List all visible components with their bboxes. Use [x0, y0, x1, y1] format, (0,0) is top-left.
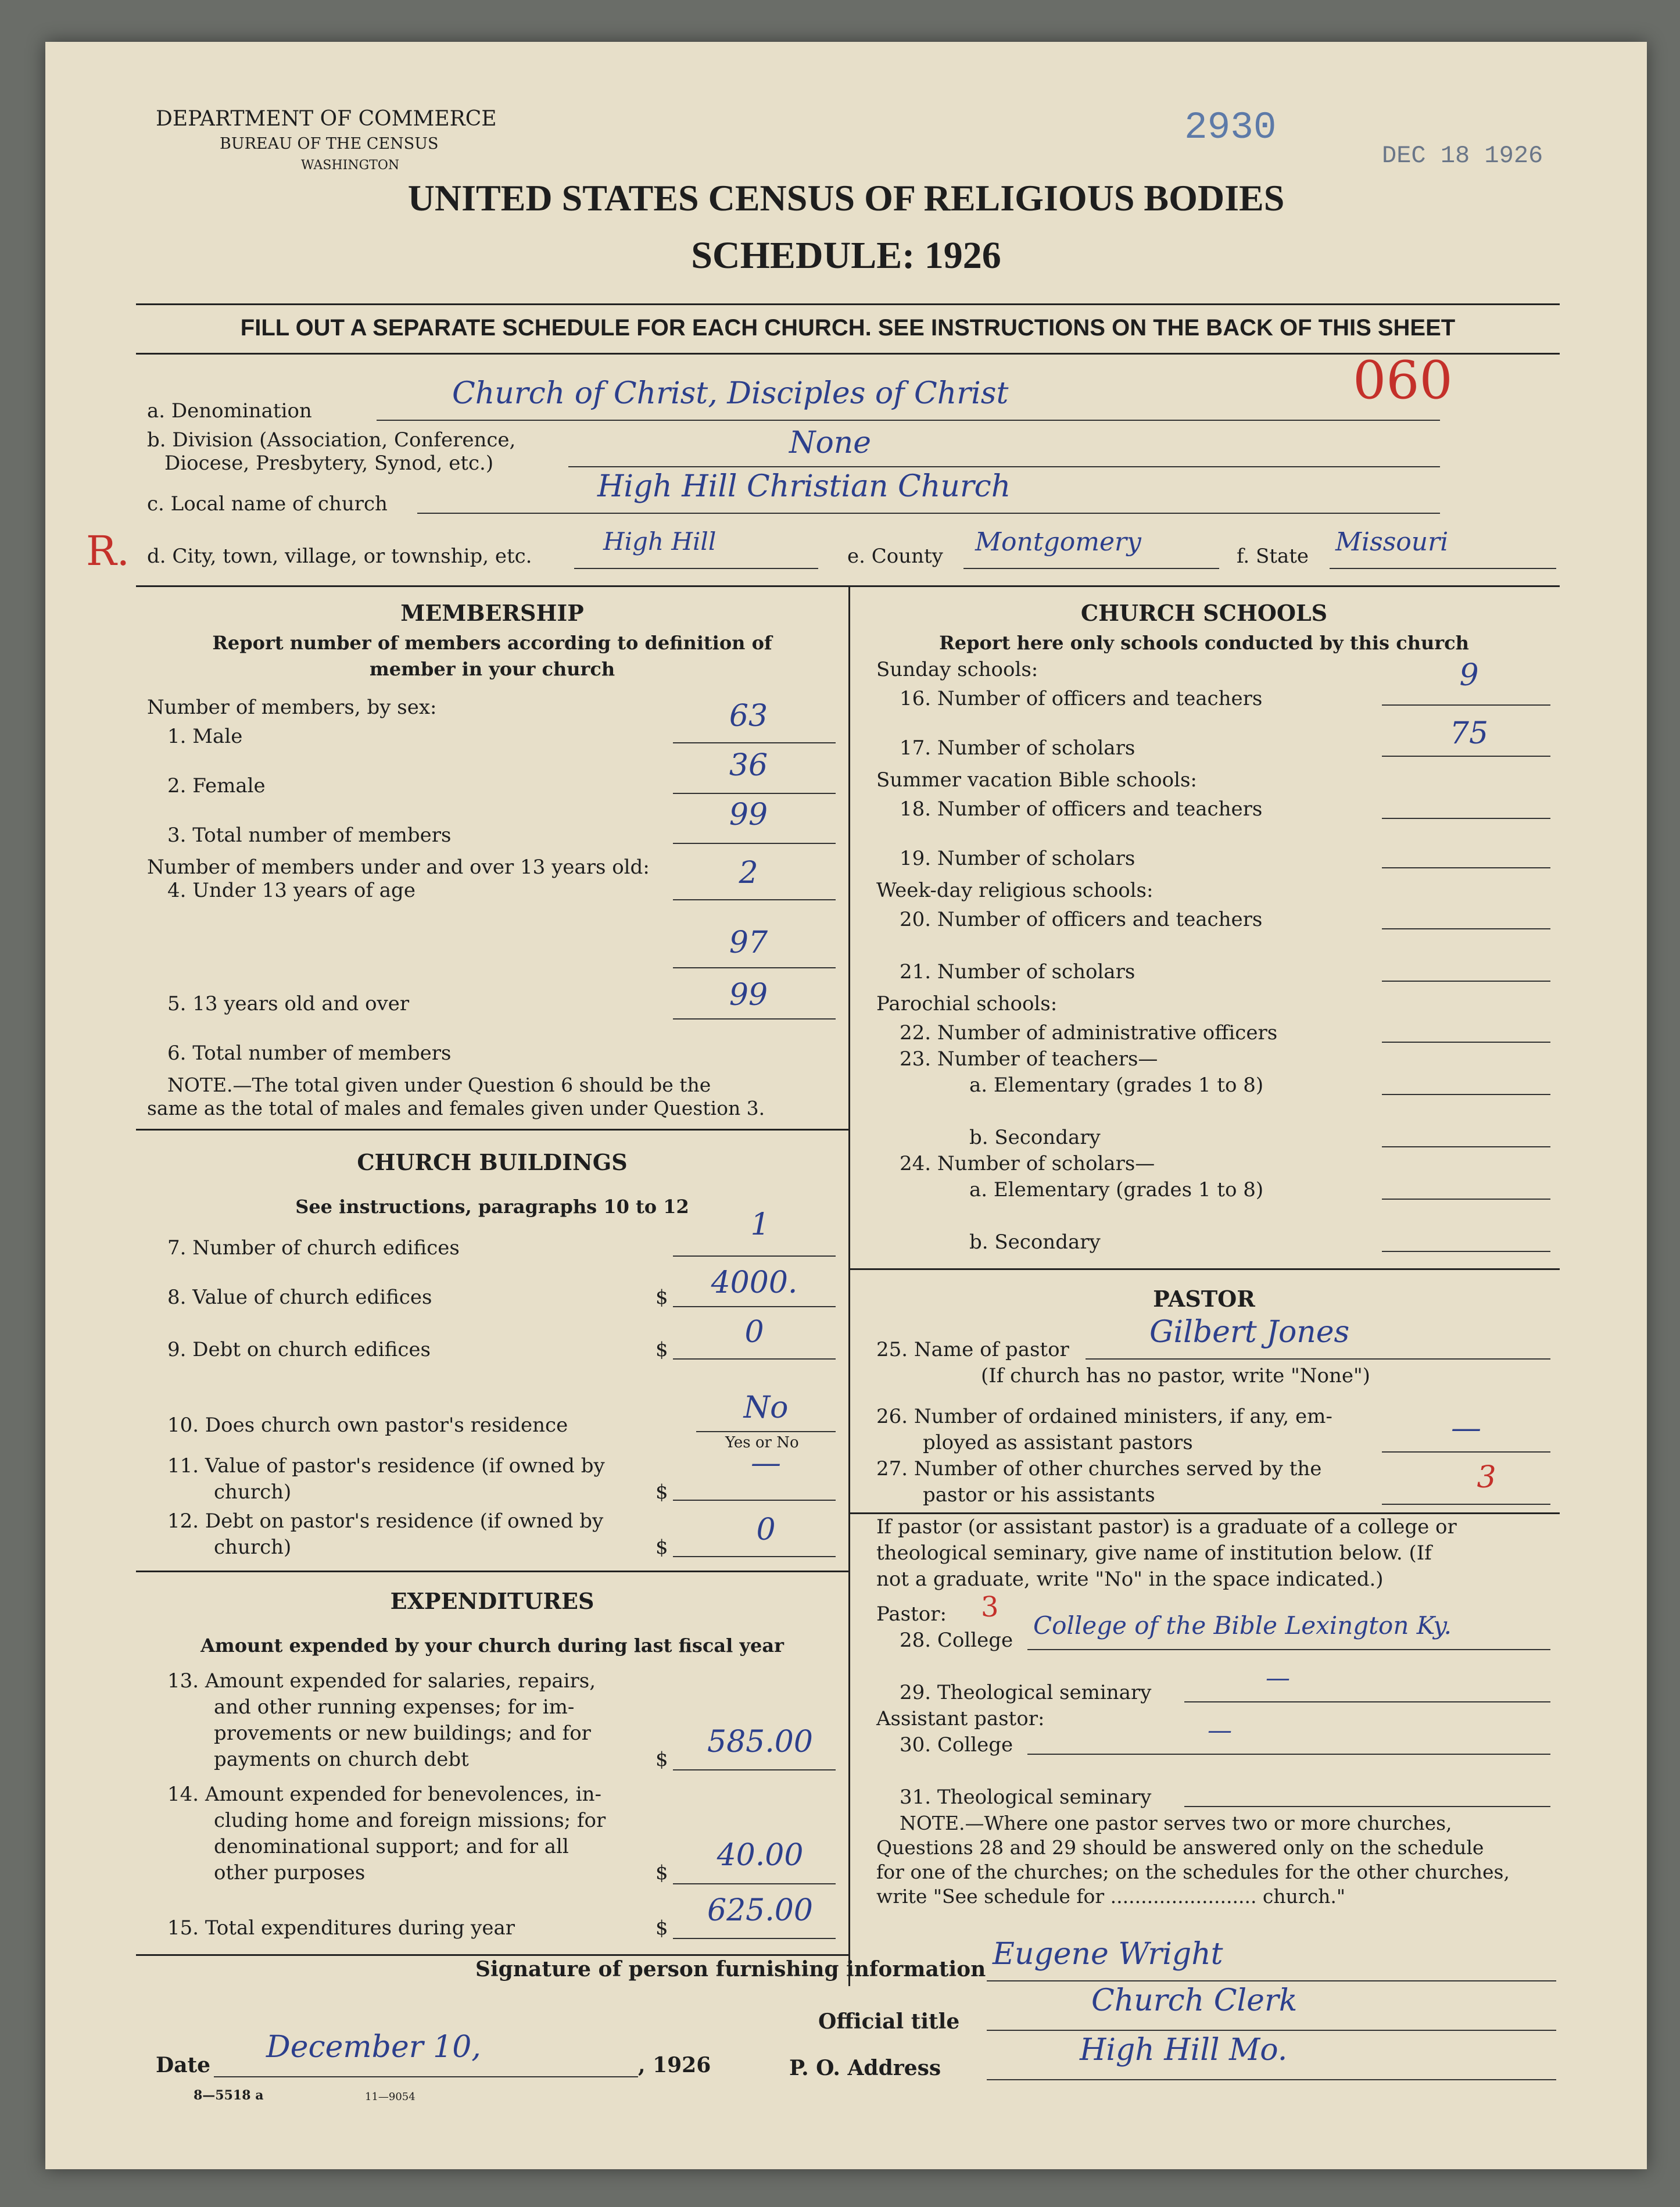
- denomination-value: Church of Christ, Disciples of Christ: [452, 376, 1009, 411]
- assistant-college-value: —: [1208, 1716, 1232, 1744]
- benevolences-label: 14. Amount expended for benevolences, in-: [167, 1783, 602, 1806]
- date-value: December 10,: [266, 2030, 481, 2065]
- assistant-seminary-label: 31. Theological seminary: [900, 1786, 1152, 1809]
- date-received-stamp: DEC 18 1926: [1382, 142, 1543, 170]
- summer-teachers-label: 18. Number of officers and teachers: [900, 797, 1263, 821]
- edifices-debt-label: 9. Debt on church edifices: [167, 1338, 431, 1361]
- buildings-title: CHURCH BUILDINGS: [357, 1149, 628, 1175]
- seminary-label: 29. Theological seminary: [900, 1681, 1152, 1704]
- teachers-elementary-label: a. Elementary (grades 1 to 8): [969, 1074, 1264, 1097]
- running-expenses-value: 585.00: [707, 1725, 813, 1759]
- scholars-secondary-label: b. Secondary: [969, 1231, 1101, 1254]
- edifices-count-label: 7. Number of church edifices: [167, 1236, 460, 1260]
- file-number-stamp: 2930: [1184, 106, 1277, 149]
- other-churches-value: 3: [1477, 1460, 1496, 1495]
- total-members-2-value: 99: [729, 978, 768, 1013]
- red-pastor-mark: 3: [981, 1591, 999, 1623]
- college-value: College of the Bible Lexington Ky.: [1033, 1611, 1452, 1640]
- assistant-ministers-value: —: [1451, 1411, 1481, 1446]
- date-label: Date: [156, 2053, 211, 2077]
- total-members-value: 99: [729, 797, 768, 832]
- parochial-officers-label: 22. Number of administrative officers: [900, 1021, 1278, 1045]
- scholars-elementary-label: a. Elementary (grades 1 to 8): [969, 1178, 1264, 1201]
- total-members-label: 3. Total number of members: [167, 824, 452, 847]
- edifices-debt-value: 0: [744, 1315, 764, 1350]
- edifices-value-value: 4000.: [711, 1265, 798, 1300]
- signature-label: Signature of person furnishing information: [475, 1957, 986, 1981]
- other-churches-label: 27. Number of other churches served by the: [876, 1457, 1322, 1480]
- local-name-value: High Hill Christian Church: [597, 469, 1011, 504]
- header-rule-bottom: [136, 353, 1560, 355]
- department-label: DEPARTMENT OF COMMERCE: [156, 107, 497, 131]
- benevolences-value: 40.00: [717, 1838, 804, 1873]
- total-expenditures-label: 15. Total expenditures during year: [167, 1916, 515, 1940]
- division-label-cont: Diocese, Presbytery, Synod, etc.): [164, 452, 494, 475]
- total-members-2-label: 6. Total number of members: [167, 1042, 452, 1065]
- po-address-label: P. O. Address: [789, 2056, 941, 2080]
- residence-debt-value: 0: [756, 1512, 776, 1547]
- total-expenditures-value: 625.00: [707, 1893, 813, 1928]
- form-number: 8—5518 a: [194, 2088, 264, 2103]
- pastor-title: PASTOR: [1153, 1286, 1255, 1312]
- summer-scholars-label: 19. Number of scholars: [900, 847, 1135, 870]
- under-13-label: 4. Under 13 years of age: [167, 879, 415, 902]
- division-value: None: [789, 425, 872, 460]
- sunday-teachers-label: 16. Number of officers and teachers: [900, 687, 1263, 710]
- weekday-teachers-label: 20. Number of officers and teachers: [900, 908, 1263, 931]
- signature-value: Eugene Wright: [993, 1937, 1223, 1972]
- expenditures-title: EXPENDITURES: [390, 1588, 594, 1614]
- po-address-value: High Hill Mo.: [1080, 2033, 1288, 2068]
- denomination-label: a. Denomination: [147, 399, 312, 423]
- residence-value-value: —: [751, 1446, 781, 1480]
- pastor-name-value: Gilbert Jones: [1149, 1315, 1350, 1350]
- under-13-value: 2: [739, 856, 758, 890]
- residence-value-label: 11. Value of pastor's residence (if owned by: [167, 1454, 605, 1478]
- weekday-scholars-label: 21. Number of scholars: [900, 960, 1135, 983]
- running-expenses-label: 13. Amount expended for salaries, repairs,: [167, 1669, 596, 1693]
- city-label: WASHINGTON: [301, 158, 400, 173]
- official-title-value: Church Clerk: [1091, 1983, 1298, 2018]
- seminary-value: —: [1266, 1664, 1290, 1692]
- edifices-value-label: 8. Value of church edifices: [167, 1286, 432, 1309]
- female-label: 2. Female: [167, 774, 266, 797]
- sunday-teachers-value: 9: [1459, 658, 1479, 693]
- male-label: 1. Male: [167, 725, 243, 748]
- schools-title: CHURCH SCHOOLS: [1080, 600, 1328, 626]
- instruction-banner: FILL OUT A SEPARATE SCHEDULE FOR EACH CHURCH. SEE INSTRUCTIONS ON THE BACK OF THIS SHEET: [240, 315, 1456, 341]
- print-number: 11—9054: [365, 2091, 415, 2103]
- female-value: 36: [729, 748, 768, 783]
- red-code-mark: 060: [1353, 350, 1453, 411]
- city-town-value: High Hill: [603, 527, 717, 556]
- header-rule-top: [136, 303, 1560, 305]
- schedule-title: SCHEDULE: 1926: [691, 234, 1001, 277]
- county-value: Montgomery: [975, 527, 1141, 557]
- male-value: 63: [729, 699, 768, 734]
- local-name-label: c. Local name of church: [147, 492, 388, 516]
- sunday-scholars-label: 17. Number of scholars: [900, 736, 1135, 760]
- college-label: 28. College: [900, 1629, 1013, 1652]
- year-label: , 1926: [638, 2053, 711, 2077]
- owns-residence-value: No: [743, 1390, 789, 1425]
- city-town-label: d. City, town, village, or township, etc.: [147, 545, 532, 568]
- over-13-value: 97: [729, 925, 768, 960]
- owns-residence-label: 10. Does church own pastor's residence: [167, 1414, 568, 1437]
- assistant-college-label: 30. College: [900, 1733, 1013, 1757]
- residence-debt-label: 12. Debt on pastor's residence (if owned by: [167, 1510, 604, 1533]
- form-title: UNITED STATES CENSUS OF RELIGIOUS BODIES: [407, 177, 1285, 219]
- teachers-secondary-label: b. Secondary: [969, 1126, 1101, 1149]
- membership-title: MEMBERSHIP: [400, 600, 584, 626]
- over-13-label: 5. 13 years old and over: [167, 992, 410, 1015]
- section-rule: [136, 585, 1560, 587]
- edifices-count-value: 1: [750, 1207, 770, 1242]
- sunday-scholars-value: 75: [1449, 716, 1489, 751]
- official-title-label: Official title: [818, 2009, 960, 2034]
- pastor-name-label: 25. Name of pastor: [876, 1338, 1069, 1361]
- red-r-mark: R.: [86, 527, 130, 575]
- county-label: e. County: [847, 545, 943, 568]
- division-label: b. Division (Association, Conference,: [147, 428, 516, 452]
- bureau-label: BUREAU OF THE CENSUS: [220, 135, 439, 153]
- state-value: Missouri: [1335, 527, 1449, 557]
- assistant-ministers-label: 26. Number of ordained ministers, if any, em-: [876, 1405, 1332, 1428]
- state-label: f. State: [1237, 545, 1309, 568]
- census-schedule-sheet: DEPARTMENT OF COMMERCE BUREAU OF THE CENSUS WASHINGTON 2930 DEC 18 1926 UNITED STATES CENSUS OF RELIGIOUS BODIES SCHEDULE: 1926 FILL OUT A SEPARATE SCHEDULE FOR EACH CHURCH. SEE INSTRUCTIONS ON THE BACK OF THIS SHEET 060 R. a. Denomination Church of Christ, Disciples of Christ b. Division (Association, Conference, Diocese, Presbytery, Synod, etc.) None c. Local name of church High Hill Christian Church d. City, town, village, or township, etc. High Hill e. County Montgomery f. State Missouri MEMBERSHIP Report number of members according to definition of member in your church Number of members, by sex: 1. Male 63 2. Female 36 3. Total number of members 99 Number of members under and over 13 years old: 4. Under 13 years of age 2 5. 13 years old and over 97 6. Total number of members 99 NOTE.—The total given under Question 6 should be the same as the total of males and females given under Question 3. CHURCH BUILDINGS See instructions, paragraphs 10 to 12 7. Number of church edifices 1 8. Value of church edifices $ 4000. 9. Debt on church edifices $ 0 10. Does church own pastor's residence No Yes or No 11. Value of pastor's residence (if owned by church) $ — 12. Debt on pastor's residence (if owned by church) $ 0 EXPENDITURES Amount expended by your church during last fiscal year 13. Amount expended for salaries, repairs, and other running expenses; for im- provements or new buildings; and for payments on church debt $ 585.00 14. Amount expended for benevolences, in- cluding home and foreign missions; for denominational support; and for all other purposes $ 40.00 15. Total expenditures during year $ 625.00 CHURCH SCHOOLS Report here only schools conducted by this church Sunday schools: 16. Number of officers and teachers 9 17. Number of scholars 75 Summer vacation Bible schools: 18. Number of officers and teachers 19. Number of scholars Week-day religious schools: 20. Number of officers and teachers 21. Number of scholars Parochial schools: 22. Number of administrative officers 23. Number of teachers— a. Elementary (grades 1 to 8) b. Secondary 24. Number of scholars— a. Elementary (grades 1 to 8) b. Secondary PASTOR 25. Name of pastor Gilbert Jones (If church has no pastor, write "None") 26. Number of ordained ministers, if any, em- ployed as assistant pastors — 27. Number of other churches served by the pastor or his assistants 3 If pastor (or assistant pastor) is a graduate of a college or theological seminary, give name of institution below. (If not a graduate, write "No" in the space indicated.) Pastor: 3 28. College College of the Bible Lexington Ky. 29. Theological seminary — Assistant pastor: 30. College — 31. Theological seminary NOTE.—Where one pastor serves two or more churches, Questions 28 and 29 should be answered only on the schedule for one of the churches; on the schedules for the other churches, write "See schedule for ........................ church." Signature of person furnishing information Eugene Wright Official title Church Clerk Date December 10, , 1926 P. O. Address High Hill Mo. 8—5518 a 11—9054: [45, 42, 1647, 2169]
